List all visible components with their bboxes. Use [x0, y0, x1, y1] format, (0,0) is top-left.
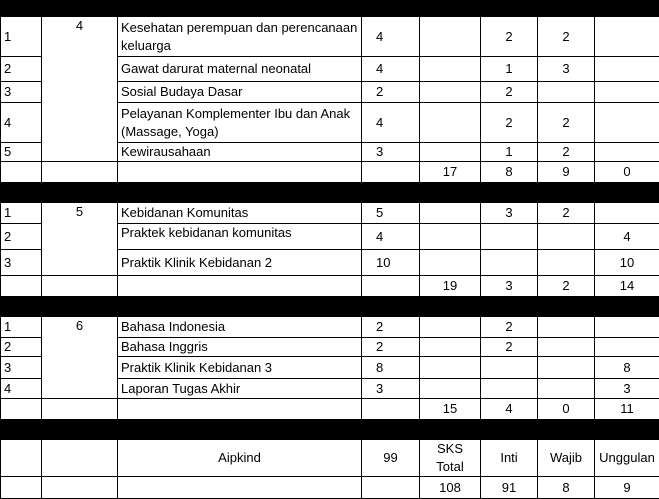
unggulan-cell: 4 — [595, 224, 659, 250]
course-name: Bahasa Indonesia — [118, 317, 362, 338]
wajib-cell — [538, 224, 595, 250]
sks-total-value: 17 — [420, 162, 481, 183]
inti-header: Inti — [481, 440, 538, 477]
separator-row — [1, 420, 659, 440]
summary-header-row — [1, 440, 659, 477]
sks-total-cell — [420, 203, 481, 224]
wajib-cell — [538, 338, 595, 357]
sks-cell: 4 — [362, 17, 420, 57]
table-row — [1, 203, 659, 224]
summary-values-row — [1, 477, 659, 499]
wajib-cell: 2 — [538, 17, 595, 57]
sks-total-cell — [420, 379, 481, 399]
unggulan-cell — [595, 143, 659, 162]
summary-value: 99 — [362, 440, 420, 477]
summary-label: Aipkind — [118, 440, 362, 477]
semester-cell: 4 — [42, 17, 118, 162]
sks-total-cell — [420, 250, 481, 276]
course-name: Praktik Klinik Kebidanan 3 — [118, 357, 362, 379]
row-number: 3 — [1, 357, 42, 379]
table-row — [1, 17, 659, 57]
sks-total-cell — [420, 82, 481, 103]
sks-cell: 4 — [362, 224, 420, 250]
separator-row — [1, 1, 659, 17]
row-number: 1 — [1, 203, 42, 224]
semester-cell: 5 — [42, 203, 118, 276]
sks-cell: 5 — [362, 203, 420, 224]
course-name: Kebidanan Komunitas — [118, 203, 362, 224]
sks-total-cell — [420, 224, 481, 250]
grand-wajib-total: 8 — [538, 477, 595, 499]
row-number: 3 — [1, 250, 42, 276]
row-number: 4 — [1, 103, 42, 143]
row-number: 1 — [1, 317, 42, 338]
wajib-cell — [538, 250, 595, 276]
inti-total-value: 8 — [481, 162, 538, 183]
unggulan-cell — [595, 317, 659, 338]
course-name: Kewirausahaan — [118, 143, 362, 162]
course-name: Praktik Klinik Kebidanan 2 — [118, 250, 362, 276]
inti-cell: 2 — [481, 338, 538, 357]
sks-cell: 2 — [362, 338, 420, 357]
unggulan-cell — [595, 57, 659, 82]
course-name: Praktek kebidanan komunitas — [118, 224, 362, 250]
totals-row — [1, 276, 659, 297]
unggulan-total-value: 0 — [595, 162, 659, 183]
unggulan-header: Unggulan — [595, 440, 659, 477]
unggulan-cell — [595, 103, 659, 143]
row-number: 2 — [1, 57, 42, 82]
inti-cell: 2 — [481, 103, 538, 143]
course-name: Pelayanan Komplementer Ibu dan Anak (Massage, Yoga) — [118, 103, 362, 143]
unggulan-total-value: 14 — [595, 276, 659, 297]
unggulan-cell: 10 — [595, 250, 659, 276]
inti-total-value: 3 — [481, 276, 538, 297]
unggulan-cell — [595, 203, 659, 224]
unggulan-cell — [595, 82, 659, 103]
inti-total-value: 4 — [481, 399, 538, 420]
unggulan-cell: 8 — [595, 357, 659, 379]
table-row — [1, 317, 659, 338]
sks-cell: 8 — [362, 357, 420, 379]
row-number: 2 — [1, 224, 42, 250]
row-number: 4 — [1, 379, 42, 399]
course-name: Gawat darurat maternal neonatal — [118, 57, 362, 82]
separator-row — [1, 297, 659, 317]
inti-cell — [481, 357, 538, 379]
inti-cell — [481, 379, 538, 399]
sks-total-cell — [420, 338, 481, 357]
inti-cell: 2 — [481, 17, 538, 57]
wajib-cell — [538, 379, 595, 399]
wajib-cell — [538, 357, 595, 379]
wajib-cell — [538, 317, 595, 338]
inti-cell: 2 — [481, 317, 538, 338]
inti-cell: 1 — [481, 57, 538, 82]
row-number: 2 — [1, 338, 42, 357]
sks-cell: 3 — [362, 379, 420, 399]
grand-inti-total: 91 — [481, 477, 538, 499]
row-number: 5 — [1, 143, 42, 162]
wajib-cell: 2 — [538, 103, 595, 143]
sks-cell: 3 — [362, 143, 420, 162]
unggulan-cell: 3 — [595, 379, 659, 399]
sks-total-cell — [420, 57, 481, 82]
wajib-cell: 2 — [538, 203, 595, 224]
wajib-total-value: 0 — [538, 399, 595, 420]
wajib-total-value: 9 — [538, 162, 595, 183]
semester-cell: 6 — [42, 317, 118, 399]
unggulan-cell — [595, 338, 659, 357]
course-name: Sosial Budaya Dasar — [118, 82, 362, 103]
unggulan-cell — [595, 17, 659, 57]
sks-total-cell — [420, 357, 481, 379]
inti-cell — [481, 250, 538, 276]
sks-cell: 10 — [362, 250, 420, 276]
unggulan-total-value: 11 — [595, 399, 659, 420]
sks-cell: 2 — [362, 82, 420, 103]
inti-cell: 3 — [481, 203, 538, 224]
inti-cell — [481, 224, 538, 250]
inti-cell: 1 — [481, 143, 538, 162]
sks-total-cell — [420, 317, 481, 338]
course-name: Kesehatan perempuan dan perencanaan keluarga — [118, 17, 362, 57]
grand-unggulan-total: 9 — [595, 477, 659, 499]
sks-cell: 4 — [362, 57, 420, 82]
totals-row — [1, 162, 659, 183]
sks-total-cell — [420, 143, 481, 162]
grand-sks-total: 108 — [420, 477, 481, 499]
sks-total-header: SKS Total — [420, 440, 481, 477]
separator-row — [1, 183, 659, 203]
sks-total-cell — [420, 103, 481, 143]
sks-total-cell — [420, 17, 481, 57]
totals-row — [1, 399, 659, 420]
inti-cell: 2 — [481, 82, 538, 103]
wajib-cell: 3 — [538, 57, 595, 82]
sks-total-value: 19 — [420, 276, 481, 297]
wajib-cell: 2 — [538, 143, 595, 162]
row-number: 1 — [1, 17, 42, 57]
sks-cell: 2 — [362, 317, 420, 338]
wajib-cell — [538, 82, 595, 103]
course-name: Bahasa Inggris — [118, 338, 362, 357]
row-number: 3 — [1, 82, 42, 103]
course-name: Laporan Tugas Akhir — [118, 379, 362, 399]
sks-cell: 4 — [362, 103, 420, 143]
wajib-total-value: 2 — [538, 276, 595, 297]
wajib-header: Wajib — [538, 440, 595, 477]
sks-total-value: 15 — [420, 399, 481, 420]
